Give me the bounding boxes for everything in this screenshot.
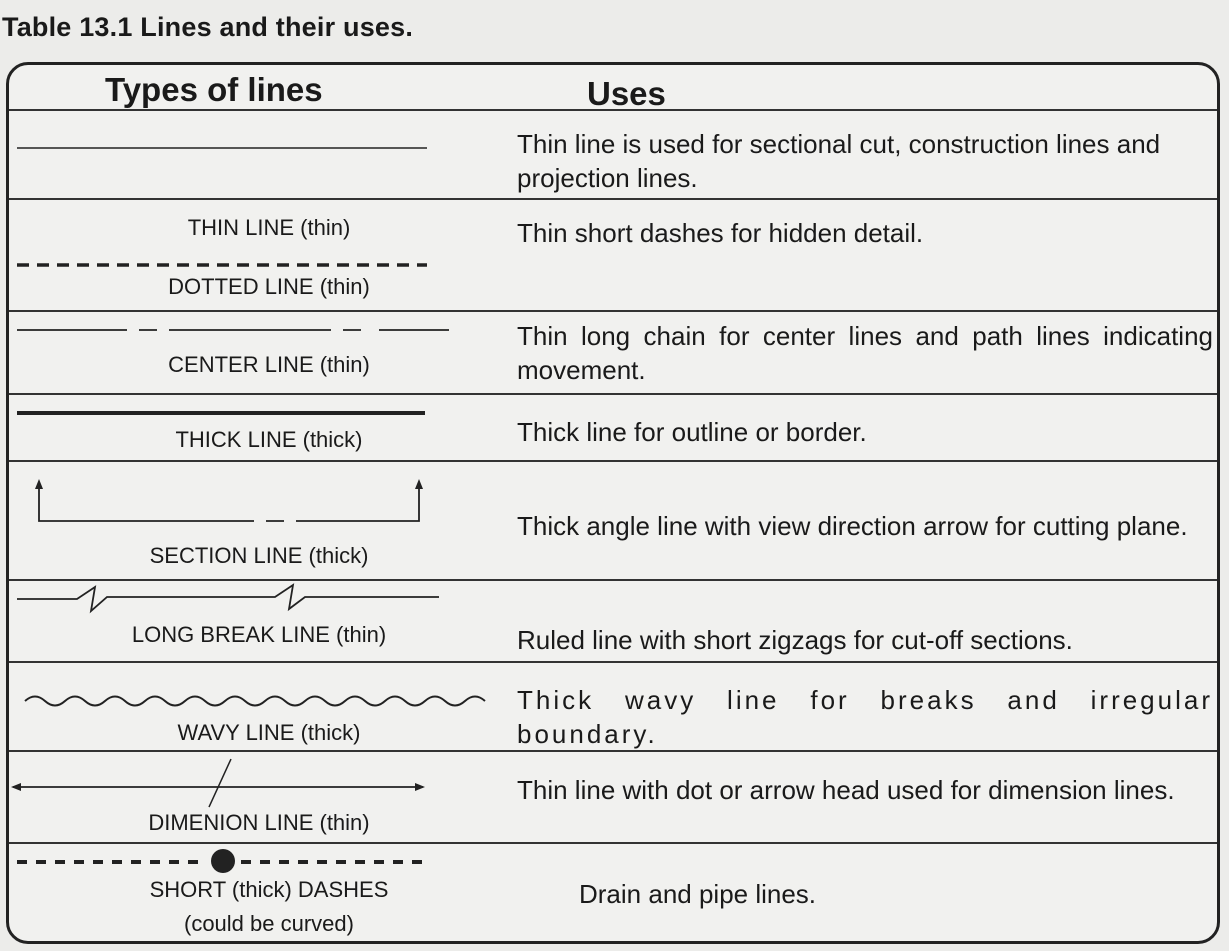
label-long-break-line: LONG BREAK LINE (thin) (131, 622, 387, 647)
label-short-dashes-note: (could be curved) (184, 911, 354, 936)
use-thick-line: Thick line for outline or border. (517, 417, 867, 447)
label-wavy-line: WAVY LINE (thick) (177, 720, 361, 745)
section-line-sample (39, 485, 419, 521)
use-section-line: Thick angle line with view direction arrow for cutting plane. (517, 511, 1188, 541)
label-dimension-line: DIMENION LINE (thin) (148, 810, 370, 835)
use-wavy-line: Thick wavy line for breaks and irregular boundary. (517, 685, 1213, 749)
use-hidden-detail: Thin short dashes for hidden detail. (517, 218, 924, 248)
arrowhead-right (415, 479, 423, 489)
use-center-line: Thin long chain for center lines and path lines indicating movement. (517, 321, 1213, 385)
arrowhead-left (35, 479, 43, 489)
label-section-line: SECTION LINE (thick) (149, 543, 369, 568)
arrowhead-right (415, 783, 425, 791)
header-types-of-lines: Types of lines (105, 71, 323, 108)
leader-line (209, 759, 231, 807)
wavy-line-sample (25, 697, 485, 706)
use-drain-pipe: Drain and pipe lines. (579, 879, 817, 909)
header-uses: Uses (587, 75, 666, 112)
label-thin-line: THIN LINE (thin) (187, 215, 351, 240)
label-dotted-line: DOTTED LINE (thin) (168, 274, 370, 299)
arrowhead-left (11, 783, 21, 791)
table-caption: Table 13.1 Lines and their uses. (2, 12, 414, 42)
use-thin-line: Thin line is used for sectional cut, construction lines and projection lines. (517, 129, 1161, 193)
lines-table (6, 62, 1220, 944)
label-center-line: CENTER LINE (thin) (168, 352, 370, 377)
label-thick-line: THICK LINE (thick) (175, 427, 363, 452)
label-short-dashes: SHORT (thick) DASHES (149, 877, 389, 902)
use-long-break-line: Ruled line with short zigzags for cut-off sections. (517, 625, 1073, 655)
use-dimension-line: Thin line with dot or arrow head used for dimension lines. (517, 775, 1175, 805)
long-break-line-sample (17, 585, 439, 611)
pipe-dot (211, 849, 235, 873)
